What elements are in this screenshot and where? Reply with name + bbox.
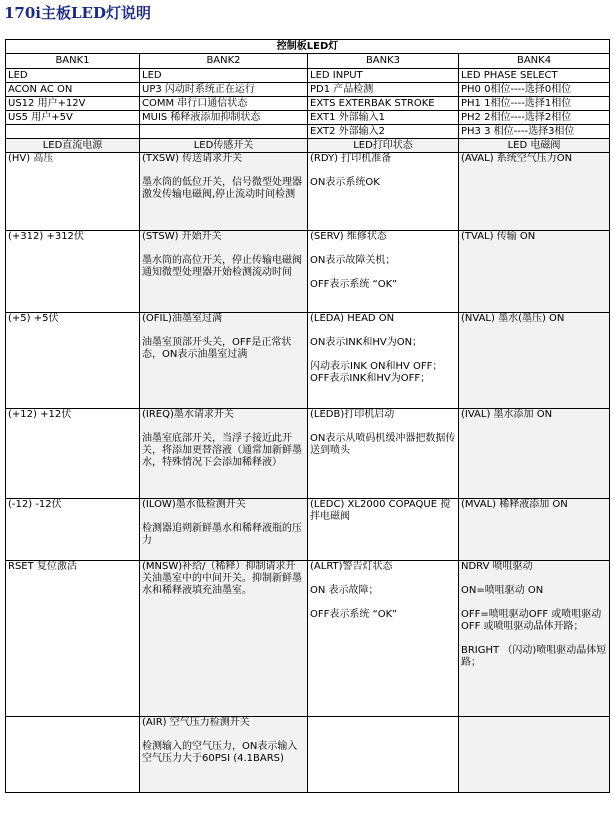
cell-text: 墨水筒的低位开关，信号微型处理器激发传输电磁阀,停止流动时间检测 bbox=[142, 177, 302, 200]
bank2-header: BANK2 bbox=[140, 54, 308, 69]
cell-text: 油墨室顶部开头关，OFF是正常状态，ON表示油墨室过满 bbox=[142, 337, 292, 360]
table-cell bbox=[6, 125, 140, 139]
table-cell bbox=[308, 561, 459, 717]
cell-text: (+12) +12伏 bbox=[8, 409, 72, 420]
table-row bbox=[6, 409, 610, 499]
table-cell bbox=[308, 313, 459, 409]
table-row bbox=[6, 111, 610, 125]
cell-text: ON=喷咀驱动 ON bbox=[461, 585, 544, 596]
cell-text: ON表示INK和HV为ON； bbox=[310, 337, 423, 348]
cell-text: (ILOW)墨水低检测开关 bbox=[142, 499, 246, 510]
cell-text: OFF表示系统 “OK” bbox=[310, 279, 398, 290]
bank4-header: BANK4 bbox=[459, 54, 610, 69]
cell-text: (-12) -12伏 bbox=[8, 499, 62, 510]
table-cell bbox=[459, 561, 610, 717]
cell-text: 油墨室底部开关，当浮子接近此开关，将添加更替溶液（通常加新鲜墨水，特殊情况下会添加稀释液） bbox=[142, 433, 302, 468]
table-cell bbox=[459, 409, 610, 499]
table-row bbox=[6, 717, 610, 793]
section-header-sensor: LED传感开关 bbox=[140, 139, 308, 153]
cell-text: ON表示故障关机； bbox=[310, 255, 396, 266]
table-cell bbox=[6, 499, 140, 561]
cell-text: 墨水筒的高位开关，停止传输电磁阀通知微型处理器开始检测流动时间 bbox=[142, 255, 302, 278]
table-row bbox=[6, 231, 610, 313]
section-header-valve: LED 电磁阀 bbox=[459, 139, 610, 153]
cell-text: (LEDA) HEAD ON bbox=[310, 313, 395, 324]
table-cell bbox=[459, 499, 610, 561]
led-table bbox=[5, 39, 610, 793]
table-cell bbox=[459, 717, 610, 793]
table-cell bbox=[6, 153, 140, 231]
table-cell bbox=[308, 153, 459, 231]
cell-text: (SERV) 维修状态 bbox=[310, 231, 387, 242]
table-cell bbox=[459, 153, 610, 231]
cell-text: (OFIL)油墨室过满 bbox=[142, 313, 222, 324]
cell-text: (IVAL) 墨水添加 ON bbox=[461, 409, 553, 420]
table-cell: EXTS EXTERBAK STROKE bbox=[308, 97, 459, 111]
table-cell bbox=[140, 125, 308, 139]
table-cell bbox=[140, 499, 308, 561]
bank3-header: BANK3 bbox=[308, 54, 459, 69]
bank1-header: BANK1 bbox=[6, 54, 140, 69]
cell-text: (MNSW)补给/（稀释）抑制请求开关油墨室中的中间开关。抑制新鲜墨水和稀释液填充油墨室。 bbox=[142, 561, 302, 596]
cell-text: (MVAL) 稀释液添加 ON bbox=[461, 499, 568, 510]
cell-text: (TXSW) 传送请求开关 bbox=[142, 153, 243, 164]
table-row bbox=[6, 313, 610, 409]
table-cell: UP3 闪动时系统正在运行 bbox=[140, 83, 308, 97]
cell-text: (RDY) 打印机准备 bbox=[310, 153, 392, 164]
table-cell: PH2 2相位----选择2相位 bbox=[459, 111, 610, 125]
table-row bbox=[6, 561, 610, 717]
cell-text: 检测输入的空气压力，ON表示输入空气压力大于60PSI (4.1BARS) bbox=[142, 741, 298, 764]
cell-text: 闪动表示INK ON和HV OFF； bbox=[310, 361, 443, 372]
cell-text: ON 表示故障； bbox=[310, 585, 379, 596]
table-cell bbox=[140, 153, 308, 231]
table-cell: PH1 1相位----选择1相位 bbox=[459, 97, 610, 111]
table-cell: LED bbox=[140, 69, 308, 83]
cell-text: 检测器追朔新鲜墨水和稀释液瓶的压力 bbox=[142, 523, 302, 546]
table-cell: US12 用户+12V bbox=[6, 97, 140, 111]
cell-text: (IREQ)墨水请求开关 bbox=[142, 409, 234, 420]
cell-text: OFF表示系统 “OK” bbox=[310, 609, 398, 620]
cell-text: (+312) +312伏 bbox=[8, 231, 84, 242]
table-cell bbox=[308, 717, 459, 793]
cell-text: (AVAL) 系统空气压力ON bbox=[461, 153, 573, 164]
cell-text: ON表示系统OK bbox=[310, 177, 380, 188]
cell-text: (AIR) 空气压力检测开关 bbox=[142, 717, 250, 728]
table-cell: COMM 串行口通信状态 bbox=[140, 97, 308, 111]
table-cell: LED PHASE SELECT bbox=[459, 69, 610, 83]
table-cell: PH0 0相位----选择0相位 bbox=[459, 83, 610, 97]
table-cell bbox=[6, 231, 140, 313]
table-cell: EXT2 外部输入2 bbox=[308, 125, 459, 139]
cell-text: (ALRT)警告灯状态 bbox=[310, 561, 393, 572]
table-cell: EXT1 外部输入1 bbox=[308, 111, 459, 125]
table-cell bbox=[140, 231, 308, 313]
cell-text: (NVAL) 墨水(墨压) ON bbox=[461, 313, 565, 324]
table-cell bbox=[140, 409, 308, 499]
table-row bbox=[6, 69, 610, 83]
cell-text: (LEDC) XL2000 COPAQUE 搅拌电磁阀 bbox=[310, 499, 451, 522]
table-cell: US5 用户+5V bbox=[6, 111, 140, 125]
section-header-power: LED直流电源 bbox=[6, 139, 140, 153]
table-cell bbox=[140, 561, 308, 717]
table-caption: 控制板LED灯 bbox=[6, 40, 610, 54]
cell-text: RSET 复位激活 bbox=[8, 561, 77, 572]
table-row bbox=[6, 97, 610, 111]
table-cell: LED bbox=[6, 69, 140, 83]
table-cell bbox=[140, 313, 308, 409]
table-cell bbox=[6, 313, 140, 409]
table-row bbox=[6, 83, 610, 97]
page-title: 170i主板LED灯说明 bbox=[4, 4, 151, 22]
cell-text: (HV) 高压 bbox=[8, 153, 54, 164]
cell-text: BRIGHT （闪动)喷咀驱动晶体短路； bbox=[461, 645, 607, 668]
table-cell bbox=[6, 561, 140, 717]
cell-text: OFF表示INK和HV为OFF； bbox=[310, 373, 431, 384]
section-header-print: LED打印状态 bbox=[308, 139, 459, 153]
table-cell bbox=[6, 717, 140, 793]
table-cell bbox=[308, 409, 459, 499]
table-cell: MUIS 稀释液添加抑制状态 bbox=[140, 111, 308, 125]
cell-text: NDRV 喷咀驱动 bbox=[461, 561, 533, 572]
table-cell: ACON AC ON bbox=[6, 83, 140, 97]
table-row bbox=[6, 125, 610, 139]
table-cell bbox=[6, 409, 140, 499]
table-row bbox=[6, 153, 610, 231]
cell-text: ON表示从喷码机缓冲器把数据传送到喷头 bbox=[310, 433, 456, 456]
cell-text: (+5) +5伏 bbox=[8, 313, 59, 324]
table-cell: PH3 3 相位----选择3相位 bbox=[459, 125, 610, 139]
table-row bbox=[6, 499, 610, 561]
table-cell bbox=[459, 231, 610, 313]
table-cell: LED INPUT bbox=[308, 69, 459, 83]
table-cell bbox=[140, 717, 308, 793]
cell-text: OFF=喷咀驱动OFF 或喷咀驱动OFF 或喷咀驱动晶体开路； bbox=[461, 609, 602, 632]
table-cell bbox=[308, 499, 459, 561]
cell-text: (STSW) 开始开关 bbox=[142, 231, 222, 242]
table-cell bbox=[459, 313, 610, 409]
cell-text: (LEDB)打印机启动 bbox=[310, 409, 395, 420]
cell-text: (TVAL) 传输 ON bbox=[461, 231, 536, 242]
table-cell: PD1 产品检测 bbox=[308, 83, 459, 97]
table-cell bbox=[308, 231, 459, 313]
